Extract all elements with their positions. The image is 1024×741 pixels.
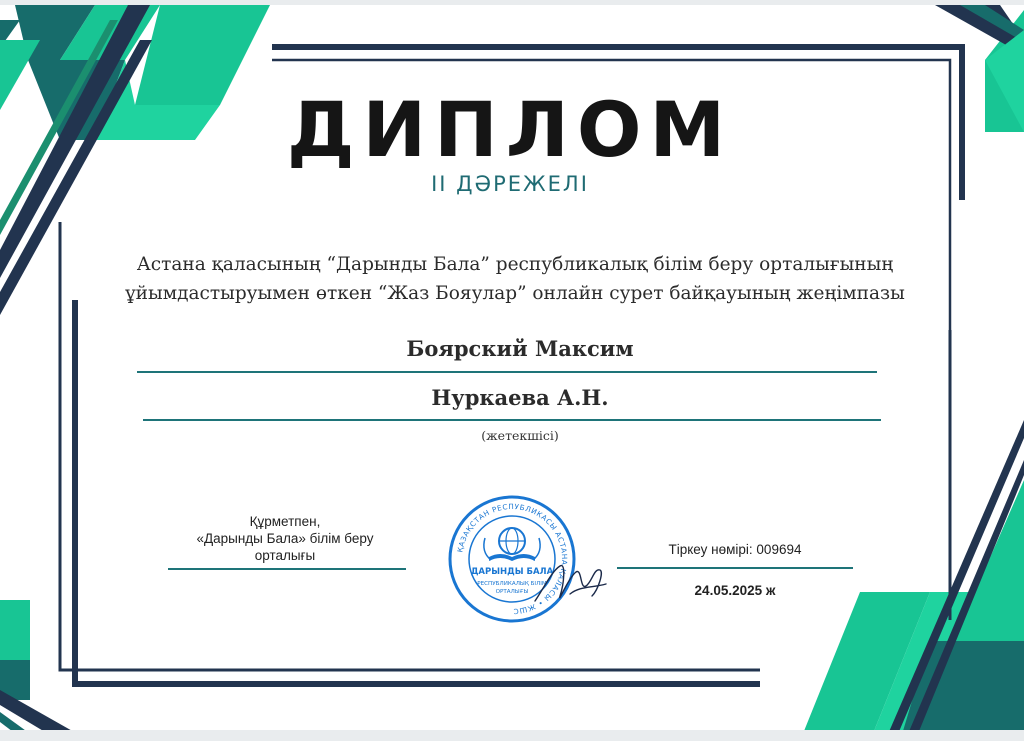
- description-line-2: ұйымдастыруымен өткен “Жаз Бояулар” онлайн сурет байқауының жеңімпазы: [125, 283, 905, 304]
- winner-underline: [137, 371, 877, 373]
- leader-name: Нуркаева А.Н.: [431, 385, 609, 410]
- org-line-2: «Дарынды Бала» білім беру: [196, 531, 374, 546]
- seal-ring-text: ҚАЗАҚСТАН РЕСПУБЛИКАСЫ АСТАНА ҚАЛАСЫ • ЖШС: [455, 501, 570, 617]
- diploma-description: [90, 250, 940, 308]
- winner-name: Боярский Максим: [406, 336, 634, 361]
- org-line-1: Құрметпен,: [249, 514, 321, 529]
- description-line-1: Астана қаласының “Дарынды Бала” республикалық білім беру орталығының: [136, 254, 894, 275]
- org-line-3: орталығы: [254, 548, 316, 563]
- seal-name-line-1: ДАРЫНДЫ БАЛА: [470, 567, 554, 577]
- organization-signature-block: [160, 513, 410, 564]
- issue-date: 24.05.2025 ж: [694, 583, 776, 598]
- leader-role-caption: (жетекшісі): [481, 428, 559, 443]
- seal-name-line-3: ОРТАЛЫҒЫ: [495, 589, 529, 595]
- diploma-degree: II ДӘРЕЖЕЛІ: [431, 172, 589, 196]
- leader-underline: [143, 419, 881, 421]
- org-underline: [168, 568, 406, 570]
- handwritten-signature: [530, 556, 610, 612]
- seal-name-line-2: РЕСПУБЛИКАЛЫҚ БІЛІМ: [477, 581, 547, 587]
- registration-underline: [617, 567, 853, 569]
- diploma-title: ДИПЛОМ: [286, 85, 734, 174]
- registration-number: Тіркеу нөмірі: 009694: [668, 542, 802, 557]
